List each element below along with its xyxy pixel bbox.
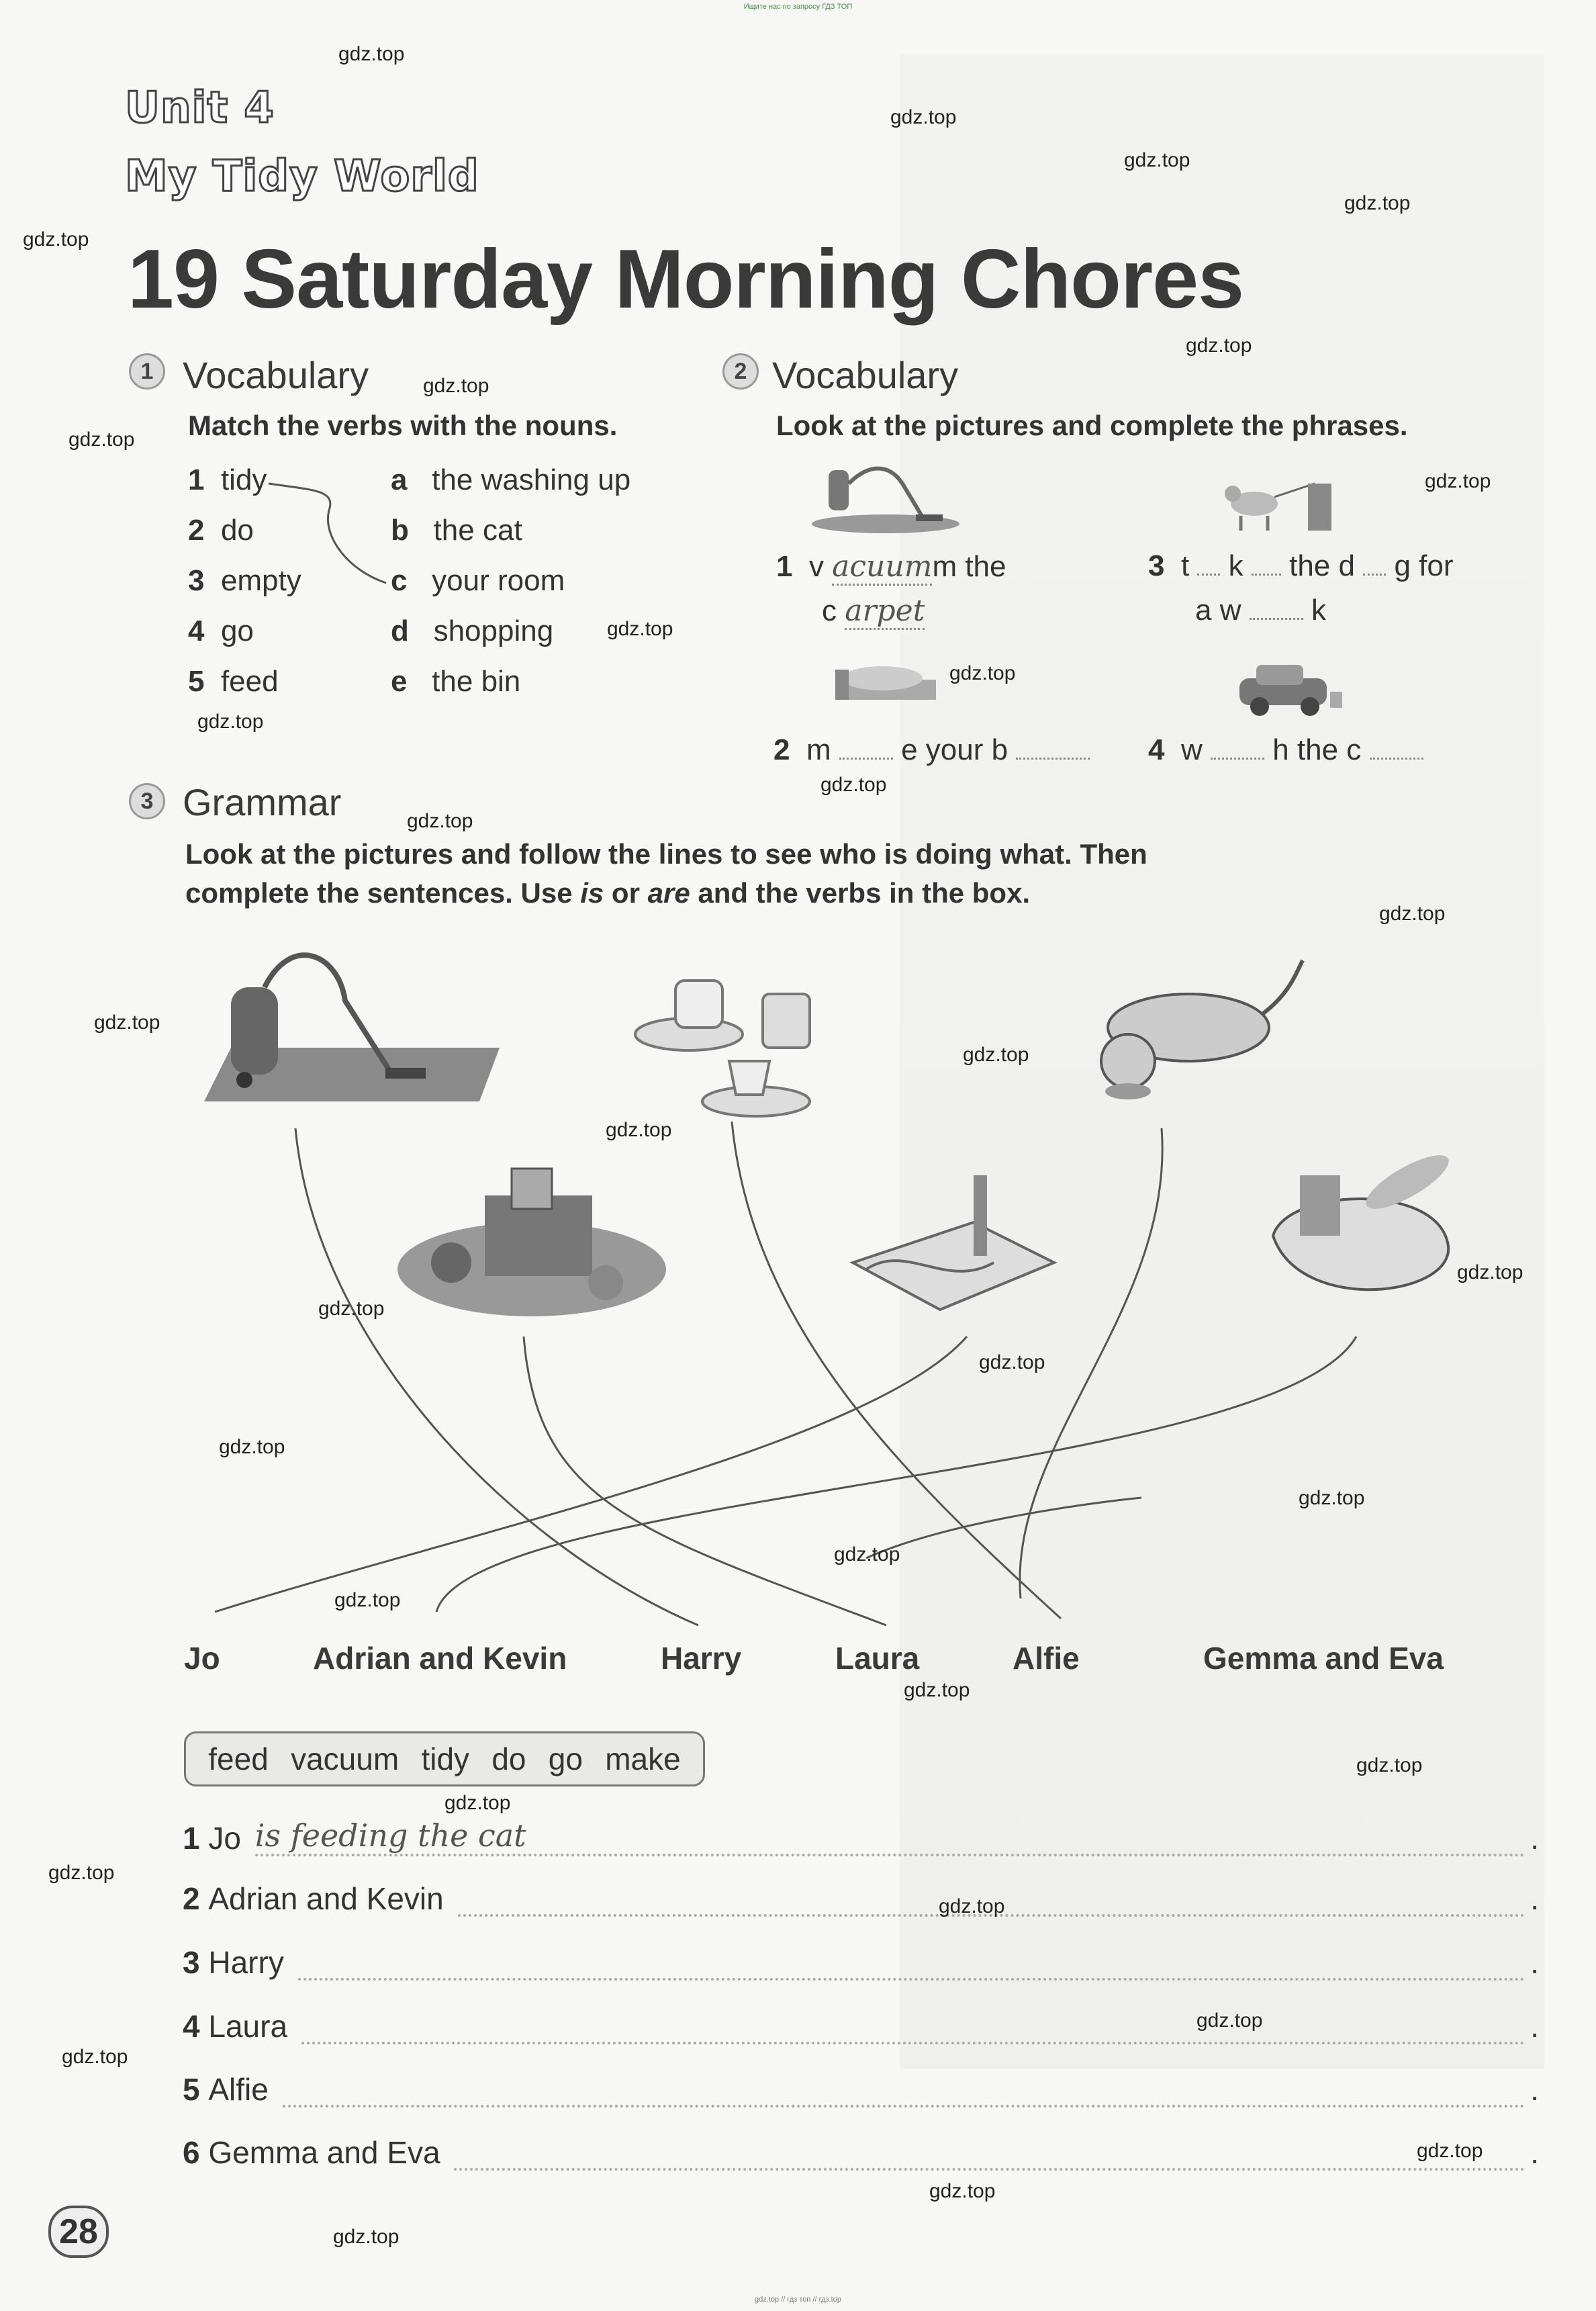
sentence-answer-field[interactable] [283, 2078, 1525, 2108]
phrase-1-start: v [808, 550, 824, 583]
watermark: gdz.top [333, 2226, 400, 2248]
watermark: gdz.top [904, 1679, 970, 1701]
top-note: Ищите нас по запросу ГДЗ ТОП [743, 3, 853, 11]
phrase-3-part-a: t [1180, 549, 1190, 582]
instruction-is: is [580, 877, 604, 909]
watermark: gdz.top [820, 774, 887, 796]
watermark: gdz.top [963, 1044, 1029, 1066]
phrase-1-line2-start: c [822, 594, 837, 627]
noun-letter: d [391, 615, 409, 647]
sentence-end: . [1530, 2135, 1539, 2170]
section-2-title: Vocabulary [772, 354, 959, 396]
noun-text: your room [432, 564, 565, 597]
verb-number: 5 [188, 665, 205, 698]
watermark: gdz.top [1299, 1487, 1365, 1509]
sentence-row [183, 2134, 1539, 2171]
sentence-number: 6 [183, 2135, 200, 2170]
sentence-row [183, 1880, 1539, 1917]
noun-text: the bin [432, 665, 521, 698]
sentence-number: 1 [183, 1821, 200, 1856]
watermark: gdz.top [979, 1351, 1045, 1373]
watermark: gdz.top [68, 428, 135, 451]
watermark: gdz.top [23, 228, 89, 251]
watermark: gdz.top [94, 1011, 160, 1034]
watermark: gdz.top [1196, 2009, 1263, 2032]
sentence-subject: Gemma and Eva [208, 2135, 440, 2170]
word-box-item: feed [208, 1741, 269, 1776]
phrase-1-answer: acuum [832, 549, 932, 586]
instruction-text-end: and the verbs in the box. [690, 877, 1031, 909]
phrase-1-end: m the [932, 550, 1006, 583]
phrase-2-number: 2 [773, 733, 790, 766]
sentence-end: . [1530, 1945, 1539, 1980]
verb-number: 4 [188, 615, 205, 647]
section-3-instruction-line1: Look at the pictures and follow the lines to see who is doing what. Then [185, 838, 1147, 870]
name-jo: Jo [184, 1641, 220, 1676]
phrase-3-number: 3 [1148, 549, 1165, 582]
word-box-item: tidy [421, 1741, 470, 1776]
sentence-row [183, 2008, 1539, 2044]
watermark: gdz.top [423, 375, 489, 397]
watermark: gdz.top [929, 2180, 996, 2202]
sentence-answer-field[interactable]: is feeding the cat [255, 1817, 1525, 1856]
name-adrian-and-kevin: Adrian and Kevin [313, 1641, 567, 1676]
instruction-or: or [604, 877, 648, 909]
page-number: 28 [48, 2206, 109, 2258]
instruction-are: are [647, 877, 690, 909]
section-1-title: Vocabulary [183, 354, 369, 396]
sentence-number: 2 [183, 1881, 200, 1916]
noun-text: the cat [433, 514, 522, 547]
verb-text: tidy [220, 463, 267, 496]
watermark: gdz.top [318, 1298, 385, 1320]
sentence-subject: Alfie [208, 2072, 269, 2107]
section-1-badge: 1 [129, 353, 165, 390]
bottom-note: gdz.top // гдз топ // гдз.top [755, 2296, 841, 2304]
watermark: gdz.top [890, 106, 957, 128]
sentence-subject: Harry [208, 1945, 284, 1980]
word-box-item: vacuum [291, 1741, 400, 1776]
sentence-subject: Laura [208, 2009, 288, 2044]
verb-number: 1 [188, 463, 205, 496]
sentence-number: 4 [183, 2009, 200, 2044]
watermark: gdz.top [949, 662, 1016, 684]
watermark: gdz.top [62, 2046, 128, 2068]
watermark: gdz.top [1124, 149, 1190, 171]
watermark: gdz.top [407, 810, 473, 832]
section-3-title: Grammar [183, 781, 342, 823]
sentence-number: 5 [183, 2072, 200, 2107]
watermark: gdz.top [1425, 470, 1491, 492]
verb-number: 2 [188, 514, 205, 547]
phrase-1-number: 1 [776, 550, 793, 583]
sentence-subject: Adrian and Kevin [208, 1881, 444, 1916]
watermark: gdz.top [607, 618, 673, 640]
word-box-item: do [491, 1741, 526, 1776]
watermark: gdz.top [1356, 1754, 1423, 1776]
phrase-1-line2-answer: arpet [845, 594, 925, 630]
watermark: gdz.top [939, 1895, 1005, 1917]
unit-title: My Tidy World [125, 152, 479, 201]
unit-label: Unit 4 [125, 83, 275, 133]
watermark: gdz.top [219, 1436, 285, 1458]
verb-number: 3 [188, 564, 205, 597]
section-3-badge: 3 [129, 783, 165, 819]
watermark: gdz.top [338, 43, 405, 65]
sentence-answer-field[interactable] [301, 2015, 1525, 2044]
instruction-text: complete the sentences. Use [185, 877, 581, 909]
watermark: gdz.top [334, 1589, 401, 1611]
watermark: gdz.top [197, 711, 264, 733]
watermark: gdz.top [1344, 192, 1411, 214]
watermark: gdz.top [834, 1543, 900, 1566]
phrase-4-part-a: w [1180, 733, 1203, 766]
watermark: gdz.top [1457, 1261, 1523, 1283]
lesson-title: 19 Saturday Morning Chores [128, 233, 1244, 326]
name-alfie: Alfie [1013, 1641, 1080, 1676]
verb-text: do [220, 514, 254, 547]
verb-text: empty [220, 564, 301, 597]
phrase-3-part-c: the d [1289, 549, 1355, 582]
sentence-number: 3 [183, 1945, 200, 1980]
word-box-item: go [548, 1741, 583, 1776]
phrase-3-part-e: a w [1195, 594, 1241, 627]
watermark: gdz.top [606, 1119, 672, 1141]
sentence-row [183, 1944, 1539, 1981]
phrase-3-part-f: k [1311, 594, 1326, 627]
verb-word-box [184, 1731, 705, 1786]
phrase-2-part-a: m [806, 733, 831, 766]
verb-text: go [220, 615, 254, 647]
watermark: gdz.top [1417, 2140, 1483, 2162]
noun-text: shopping [433, 615, 554, 647]
noun-letter: a [391, 463, 408, 496]
name-gemma-and-eva: Gemma and Eva [1203, 1641, 1444, 1676]
noun-letter: b [391, 514, 409, 547]
sentence-answer-field[interactable] [298, 1951, 1525, 1981]
sentence-row [183, 2071, 1539, 2108]
phrase-3-part-d: g for [1394, 549, 1454, 582]
noun-letter: e [391, 665, 408, 698]
sentence-row [183, 1817, 1539, 1856]
sentence-end: . [1530, 1881, 1539, 1916]
word-box-item: make [605, 1741, 681, 1776]
watermark: gdz.top [444, 1792, 511, 1814]
noun-text: the washing up [432, 463, 631, 496]
phrase-4-number: 4 [1148, 733, 1165, 766]
watermark: gdz.top [48, 1862, 115, 1884]
sentence-end: . [1530, 2009, 1539, 2044]
watermark: gdz.top [1379, 903, 1446, 925]
phrase-2-part-b: e your b [901, 733, 1008, 766]
section-1-instruction: Match the verbs with the nouns. [188, 410, 618, 441]
name-harry: Harry [661, 1641, 742, 1676]
sentence-answer-field[interactable] [454, 2141, 1525, 2171]
sentence-end: . [1530, 1821, 1539, 1856]
section-2-badge: 2 [722, 353, 759, 390]
sentence-end: . [1530, 2072, 1539, 2107]
name-laura: Laura [835, 1641, 920, 1676]
phrase-3-part-b: k [1228, 549, 1243, 582]
sentence-subject: Jo [208, 1821, 241, 1856]
verb-text: feed [220, 665, 279, 698]
noun-letter: c [391, 564, 408, 597]
watermark: gdz.top [1186, 334, 1252, 357]
section-2-instruction: Look at the pictures and complete the phrases. [776, 410, 1408, 441]
phrase-4-part-b: h the c [1272, 733, 1362, 766]
